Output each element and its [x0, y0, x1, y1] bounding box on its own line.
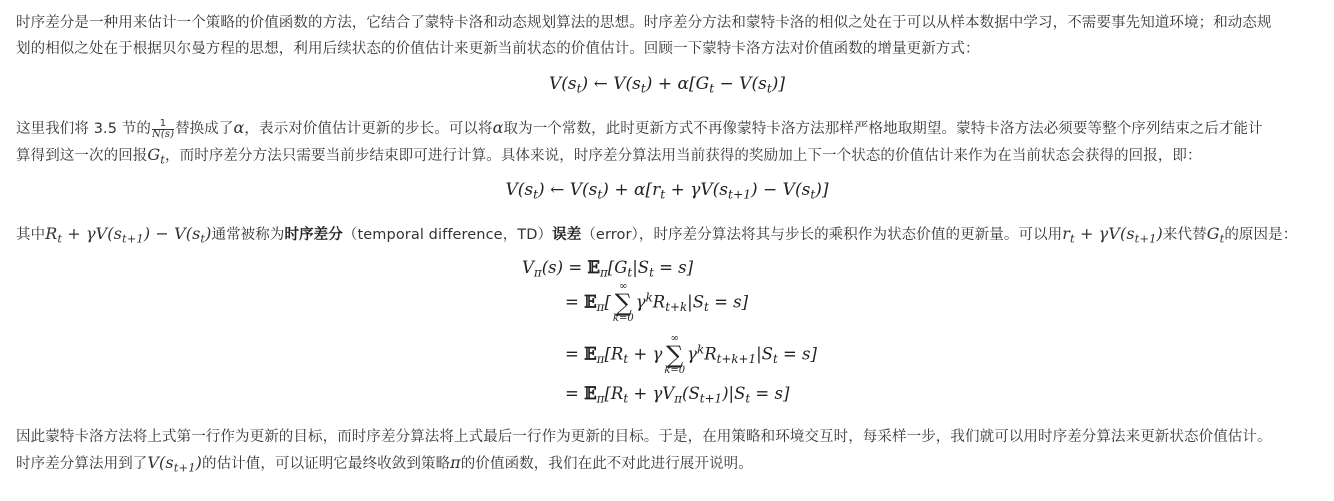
text-segment: 算得到这一次的回报 — [16, 148, 148, 164]
text-segment: 这里我们将 3.5 节的 — [16, 121, 151, 137]
paragraph-intro-line1: 时序差分是一种用来估计一个策略的价值函数的方法，它结合了蒙特卡洛和动态规划算法的思想。时序差分方法和蒙特卡洛的相似之处在于可以从样本数据中学习，不需要事先知道环境；和动态规 — [16, 15, 1272, 31]
paragraph-intro-line2: 划的相似之处在于根据贝尔曼方程的思想，利用后续状态的价值估计来更新当前状态的价值估计。回顾一下蒙特卡洛方法对价值函数的增量更新方式： — [16, 41, 980, 57]
paragraph-conclusion-line1: 因此蒙特卡洛方法将上式第一行作为更新的目标，而时序差分算法将上式最后一行作为更新的目标。于是，在用策略和环境交互时，每采样一步，我们就可以用时序差分算法来更新状态价值估计。 — [16, 429, 1272, 445]
text-segment: 通常被称为 — [211, 227, 285, 243]
math-pi: π — [450, 453, 461, 472]
text-segment: 的原因是： — [1224, 227, 1298, 243]
math-td-target: $r_t + \gamma V(s_{t+1})$ — [1062, 224, 1163, 246]
equation-td-update: $V(s_t)$ ← $V(s_t) + \alpha[r_t + \gamma V(s_{t+1}) - V(s_t)]$ — [505, 180, 829, 202]
derivation-row-2: = 𝔼$_\pi$[ ∞ ∑ k=0 $\gamma^kR_{t+k}|S_t = s$] — [565, 281, 749, 324]
paragraph-td-error — [16, 221, 1316, 251]
fraction-1-over-n: $\frac{1}{N(s)}$ — [151, 117, 175, 140]
math-td-error: $R_t + \gamma V(s_{t+1}) - V(s_t)$ — [45, 224, 212, 246]
math-Gt: $G_t$ — [147, 145, 166, 167]
text-segment: 取为一个常数，此时更新方式不再像蒙特卡洛方法那样严格地取期望。蒙特卡洛方法必须要等整个序列结束之后才能计 — [503, 121, 1263, 137]
text-segment: （temporal difference，TD） — [342, 227, 553, 243]
paragraph-conclusion-line2 — [16, 450, 1316, 480]
paragraph-step-size-line2 — [16, 142, 1316, 172]
math-V-st1: $V(s_{t+1})$ — [147, 453, 202, 475]
paragraph-intro — [16, 10, 1316, 62]
text-segment: 替换成了 — [175, 121, 234, 137]
equation-mc-update: $V(s_t)$ ← $V(s_t) + \alpha[G_t - V(s_t)]$ — [548, 74, 786, 96]
text-segment: 时序差分算法用到了 — [16, 456, 148, 472]
text-segment: （error），时序差分算法将其与步长的乘积作为状态价值的更新量。可以用 — [581, 227, 1063, 243]
paragraph-conclusion — [16, 424, 1316, 480]
math-Gt: $G_t$ — [1206, 224, 1225, 246]
derivation-row-3: = $𝔼_\pi[R_t + \gamma$ ∞ ∑ k=0 $\gamma^kR_{t+k+1}|S_t = s$] — [565, 333, 817, 376]
text-segment: ，而时序差分方法只需要当前步结束即可进行计算。具体来说，时序差分算法用当前获得的奖励加上下一个状态的价值估计来作为在当前状态会获得的回报，即： — [165, 148, 1202, 164]
math-alpha: α — [233, 118, 245, 137]
derivation-row-1: $V_\pi(s)$ = $𝔼_\pi[G_t|S_t = s]$ — [522, 258, 694, 280]
paragraph-step-size-line1 — [16, 115, 1316, 142]
math-alpha: α — [492, 118, 504, 137]
paragraph-step-size — [16, 115, 1316, 172]
text-segment: 来代替 — [1162, 227, 1207, 243]
text-segment: ，表示对价值估计更新的步长。可以将 — [244, 121, 493, 137]
term-td: 时序差分 — [284, 227, 343, 243]
text-segment: 其中 — [16, 227, 46, 243]
term-error: 误差 — [552, 227, 582, 243]
derivation-row-4: = $𝔼_\pi[R_t + \gamma V_\pi(S_{t+1})|S_t = s]$ — [565, 384, 790, 406]
text-segment: 的价值函数，我们在此不对此进行展开说明。 — [460, 456, 753, 472]
text-segment: 的估计值，可以证明它最终收敛到策略 — [201, 456, 451, 472]
